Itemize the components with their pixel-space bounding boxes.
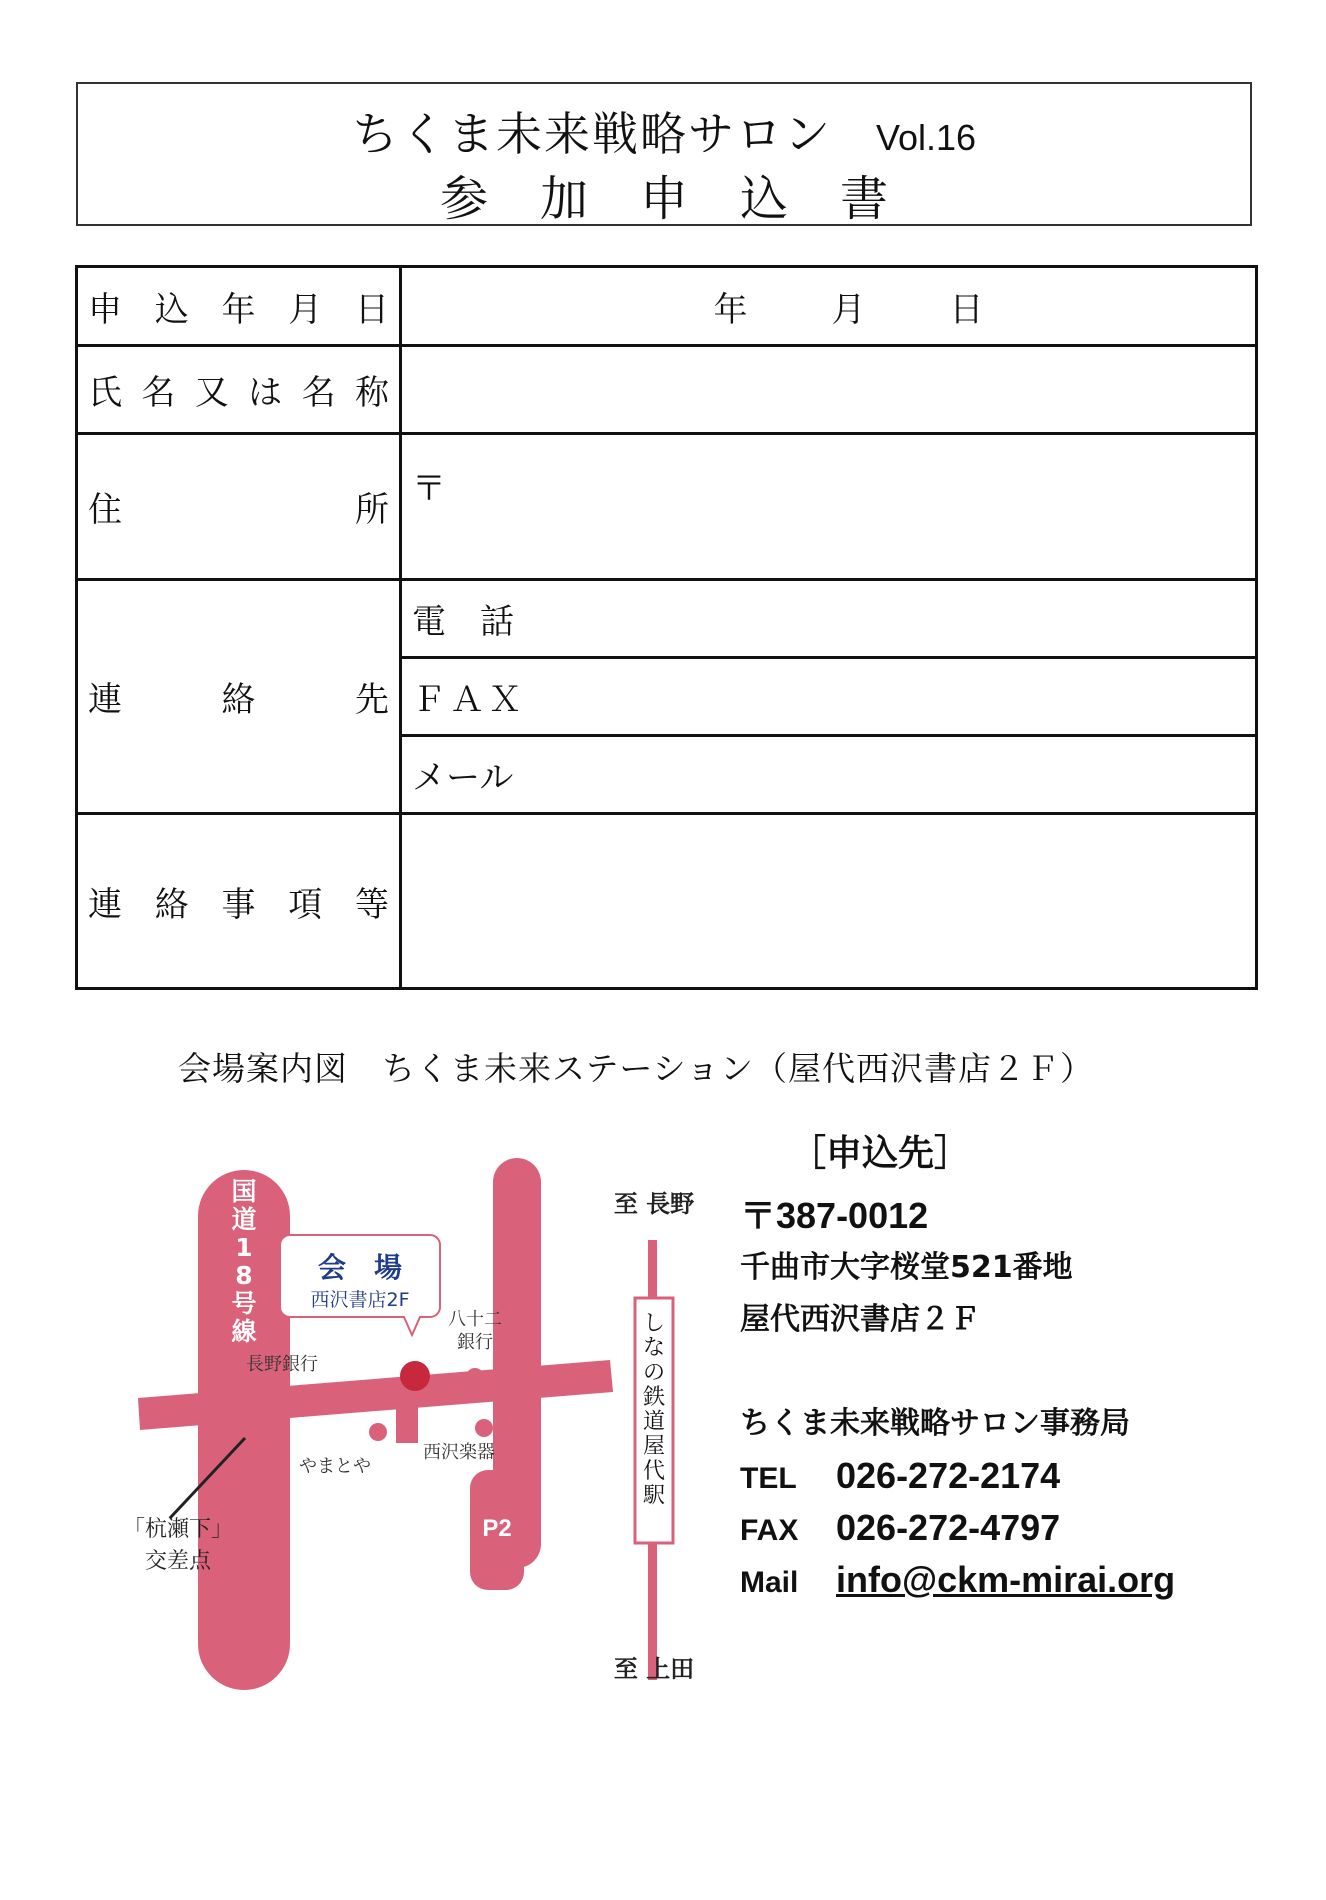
notes-row	[77, 814, 1257, 989]
to-ueda-label: 至 上田	[613, 1655, 695, 1683]
date-field[interactable]	[401, 267, 1257, 346]
year-label: 年	[713, 289, 748, 330]
address-row	[77, 434, 1257, 580]
fax-contact-label: FAX	[740, 1514, 799, 1547]
title-text: ちくま未来戦略サロン	[351, 107, 832, 161]
tel-label: TEL	[740, 1462, 797, 1495]
application-form	[75, 265, 1258, 990]
title-main	[78, 98, 1250, 164]
mail-contact-label: Mail	[740, 1566, 799, 1599]
date-row	[77, 267, 1257, 346]
venue-marker	[400, 1361, 430, 1391]
label-char: 住	[88, 490, 122, 530]
postal-mark: 〒	[412, 469, 446, 509]
hachijuni-bank-label-1: 八十二	[448, 1309, 502, 1330]
label-char: 連	[88, 680, 122, 720]
contact-label	[88, 672, 389, 721]
label-char: 先	[355, 680, 389, 720]
venue-title: 会 場	[317, 1251, 403, 1284]
venue-subtitle: 西沢書店2F	[310, 1289, 410, 1311]
label-char: 申	[88, 289, 122, 330]
label-char: 連	[88, 884, 122, 925]
venue-callout	[280, 1235, 440, 1335]
label-char: 込	[154, 289, 189, 330]
label-char: 氏	[88, 373, 122, 413]
notes-field[interactable]	[401, 814, 1257, 989]
label-char: 名	[301, 373, 336, 413]
contact-office: ちくま未来戦略サロン事務局	[740, 1406, 1130, 1441]
month-label: 月	[831, 289, 866, 330]
yamatoya-label: やまとや	[299, 1456, 371, 1477]
yamatoya-marker	[369, 1423, 387, 1441]
phone-label: 電 話	[412, 602, 514, 642]
intersection-label-2: 交差点	[144, 1549, 212, 1574]
contact-heading: ［申込先］	[790, 1133, 971, 1174]
contact-postal: 〒387-0012	[740, 1195, 929, 1236]
name-label	[88, 365, 389, 414]
phone-row	[77, 580, 1257, 658]
venue-map	[110, 1140, 710, 1700]
route-18-label: 国道 1 8 号線	[231, 1177, 257, 1346]
nagano-bank-label: 長野銀行	[246, 1354, 318, 1375]
map-caption: 会場案内図 ちくま未来ステーション（屋代西沢書店２Ｆ）	[178, 1049, 1095, 1088]
intersection-label-1: 「杭瀬下」	[122, 1517, 234, 1542]
contact-address2: 屋代西沢書店２Ｆ	[740, 1302, 980, 1337]
label-char: 絡	[221, 680, 256, 720]
label-char: 月	[288, 289, 323, 330]
label-char: 年	[221, 289, 256, 330]
date-label	[88, 282, 389, 331]
nishizawa-gakki-marker	[475, 1419, 493, 1437]
title-box	[76, 82, 1252, 226]
mail-label: メール	[412, 758, 514, 798]
label-char: 所	[355, 490, 389, 530]
label-char: 又	[194, 373, 229, 413]
side-street	[396, 1385, 418, 1443]
nishizawa-gakki-label: 西沢楽器	[423, 1442, 495, 1463]
label-char: 名	[141, 373, 176, 413]
volume-label: Vol.16	[875, 117, 977, 158]
phone-field[interactable]	[401, 580, 1257, 658]
tel-value: 026-272-2174	[836, 1455, 1061, 1496]
label-char: 絡	[154, 884, 189, 925]
station-label: しなの鉄道屋代駅	[642, 1311, 666, 1509]
hachijuni-bank-label-2: 銀行	[457, 1332, 493, 1353]
parking-label: P2	[482, 1515, 512, 1542]
fax-value: 026-272-4797	[836, 1507, 1061, 1548]
label-char: 事	[221, 884, 256, 925]
fax-field[interactable]	[401, 658, 1257, 736]
label-char: 等	[355, 884, 389, 925]
notes-label	[88, 877, 389, 926]
address-label	[88, 482, 389, 531]
to-nagano-label: 至 長野	[613, 1190, 695, 1218]
label-char: 日	[355, 289, 389, 330]
name-field[interactable]	[401, 346, 1257, 434]
label-char: 項	[288, 884, 323, 925]
mail-field[interactable]	[401, 736, 1257, 814]
day-label: 日	[949, 289, 984, 330]
nagano-bank-marker	[276, 1386, 294, 1404]
contact-block	[740, 1125, 1175, 1606]
fax-label: ＦＡＸ	[412, 680, 526, 720]
name-row	[77, 346, 1257, 434]
contact-address1: 千曲市大字桜堂521番地	[740, 1250, 1073, 1285]
label-char: は	[248, 373, 283, 413]
label-char: 称	[354, 373, 389, 413]
hachijuni-bank-marker	[466, 1368, 484, 1386]
title-subtitle: 参加申込書	[439, 171, 940, 227]
map-svg	[110, 1140, 710, 1700]
mail-link[interactable]: info@ckm-mirai.org	[836, 1559, 1176, 1600]
address-field[interactable]	[401, 434, 1257, 580]
